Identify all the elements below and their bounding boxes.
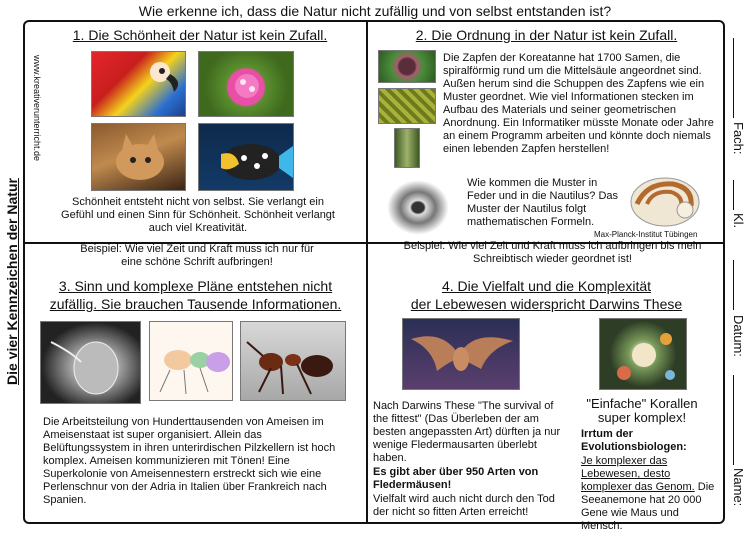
- q4-heading-2: der Lebewesen widerspricht Darwins These: [410, 296, 683, 312]
- pinecone-scales-photo: [378, 88, 436, 124]
- irrtum-tail: Die Seeanemone hat 20 000 Gene wie Maus und Mensch.: [581, 481, 715, 532]
- page-title: Wie erkenne ich, dass die Natur nicht zufällig und von selbst entstanden ist?: [138, 3, 612, 19]
- q4-darwin-text: Nach Darwins These "The survival of the fittest" (Das Überleben der am besten angepassten Art) dürften ja nur wenige Fledermausarten überlebt haben.: [373, 400, 561, 464]
- q4-heading-1: 4. Die Vielfalt und die Komplexität: [441, 278, 652, 294]
- q2-text2: Wie kommen die Muster in Feder und in die Nautilus? Das Muster der Nautilus folgt mathematischen Formeln.: [467, 177, 619, 228]
- q1-heading: 1. Die Schönheit der Natur ist kein Zufall.: [72, 27, 328, 43]
- kitten-photo: [91, 123, 186, 191]
- ant-diagram-photo: [149, 321, 233, 401]
- irrtum-text: [581, 455, 719, 533]
- nautilus-photo: [627, 174, 703, 228]
- cactus-photo: [198, 51, 294, 117]
- q2-heading: 2. Die Ordnung in der Natur ist kein Zufall.: [415, 27, 678, 43]
- fach-label: Fach:: [731, 122, 746, 155]
- fach-line: [733, 38, 734, 118]
- coral-title: "Einfache" Korallen super komplex!: [586, 396, 698, 425]
- datum-label: Datum:: [731, 315, 746, 357]
- name-line: [733, 375, 734, 465]
- q3-text: Die Arbeitsteilung von Hunderttausenden von Ameisen im Ameisenstaat ist super organisiert. Allein das Belüftungssystem in ihren unterirdischen Pilzkellern ist hoch komplex. Ameisen kommunizieren mit Tönen! Eine Superkolonie von Ameisennestern erstreckt sich wie eine Perlenschnur von der Adria in Italien über Frankreich nach Spanien.: [43, 416, 336, 506]
- datum-line: [733, 260, 734, 310]
- ant-microscope-photo: [40, 321, 141, 404]
- q1-example: Beispiel: Wie viel Zeit und Kraft muss ich nur für eine schöne Schrift aufbringen!: [80, 243, 314, 268]
- pinecone-column-photo: [394, 128, 420, 168]
- q3-heading-2: zufällig. Sie brauchen Tausende Informationen.: [49, 296, 342, 312]
- q2-example: Beispiel: Wie viel Zeit und Kraft muss ich aufbringen bis mein Schreibtisch wieder geordnet ist!: [403, 240, 702, 265]
- side-label: Die vier Kennzeichen der Natur: [4, 178, 20, 385]
- q2-text: Die Zapfen der Koreatanne hat 1700 Samen, die spiralförmig rund um die Mittelsäule angeordnet sind. Außen herum sind die Schuppen des Zapfens wie ein Muster geordnet. Wie viel Informationen stecken im Aufbau des Materials und seiner geometrischen Anordnung. Ein Informatiker müsste Monate oder Jahre an einem Programm arbeiten und könnte doch niemals einen lebenden Zapfen herstellen!: [443, 52, 714, 155]
- name-label: Name:: [731, 468, 746, 507]
- credit-label: Max-Planck-Institut Tübingen: [594, 230, 698, 239]
- q1-text: Schönheit entsteht nicht von selbst. Sie verlangt ein Gefühl und einen Sinn für Schönheit. Schönheit verlangt auch viel Kreativität.: [61, 196, 335, 234]
- irrtum-underlined: Je komplexer das Lebewesen, desto komplexer das Genom.: [581, 455, 695, 493]
- coral-photo: [599, 318, 687, 390]
- vertical-divider: [366, 20, 368, 524]
- q4-tail-text: Vielfalt wird auch nicht durch den Tod der nicht so fitten Arten erreicht!: [373, 493, 555, 518]
- irrtum-title: Irrtum der Evolutionsbiologen:: [581, 428, 687, 453]
- parrot-photo: [91, 51, 186, 117]
- ant-photo: [240, 321, 346, 401]
- fish-photo: [198, 123, 294, 191]
- q3-heading-1: 3. Sinn und komplexe Pläne entstehen nicht: [58, 278, 333, 294]
- website-label: www.kreativerunterricht.de: [32, 55, 42, 162]
- kl-label: Kl.: [731, 213, 746, 229]
- kl-line: [733, 180, 734, 210]
- pinecone-top-photo: [378, 50, 436, 83]
- bat-photo: [402, 318, 520, 390]
- feather-photo: [387, 180, 449, 235]
- q4-bold-text: Es gibt aber über 950 Arten von Fledermäusen!: [373, 466, 539, 491]
